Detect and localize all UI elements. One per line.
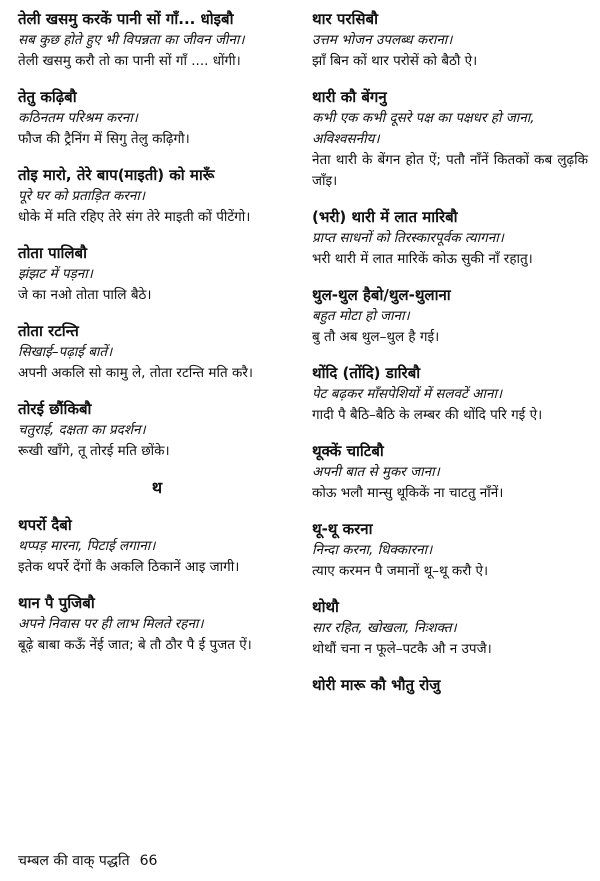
entry-example: थोथौं चना न फूले–पटकै औ न उपजै। (312, 641, 492, 657)
entry-headword: तेली खसमु करकें पानी सों गाँ... धोइबौ (18, 10, 234, 28)
entry-headword: (भरी) थारी में लात मारिबौ (312, 208, 458, 226)
entry-meaning: पेट बढ़कर माँसपेशियों में सलवटें आना। (312, 386, 503, 402)
left-column (18, 8, 296, 670)
entry-example: अपनी अकलि सो कामु ले, तोता रटन्ति मति करै। (18, 365, 253, 381)
entry-headword: थान पै पुजिबौ (18, 594, 95, 612)
entry-example: तेली खसमु करौ तो का पानी सों गाँ .... धोंगी। (18, 53, 241, 69)
entry (312, 674, 588, 696)
entry-example: झाँ बिन कों थार परोसें को बैठौ ऐ। (312, 53, 478, 69)
entry (18, 320, 296, 384)
entry-meaning: चतुराई, दक्षता का प्रदर्शन। (18, 422, 146, 438)
entry (18, 398, 296, 462)
entry (312, 284, 588, 348)
entry (312, 440, 588, 504)
entry-meaning: अपने निवास पर ही लाभ मिलते रहना। (18, 616, 204, 632)
entry-meaning: अपनी बात से मुकर जाना। (312, 464, 440, 480)
entry-meaning: प्राप्त साधनों को तिरस्कारपूर्वक त्यागना। (312, 230, 504, 246)
entry (312, 86, 588, 192)
entry-example: गादी पै बैठि–बैठि के लम्बर की थोंदि परि गई ऐ। (312, 407, 543, 423)
entry-example: इतेक थपर्रे देंगों कै अकलि ठिकानें आइ जागी। (18, 559, 240, 575)
entry-headword: तोइ मारो, तेरे बाप(माइती) को मारूँ (18, 166, 215, 184)
entry-example: भरी थारी में लात मारिकें कोऊ सुकी नाँ रहातु। (312, 251, 533, 267)
entry (18, 164, 296, 228)
entry-headword: तोता पालिबौ (18, 244, 88, 262)
entry-meaning: उत्तम भोजन उपलब्ध कराना। (312, 32, 453, 48)
entry-example: फौज की ट्रैनिंग में सिगु तेलु कढ़िगौ। (18, 131, 190, 147)
entry-headword: थार परसिबौ (312, 10, 378, 28)
entry-headword: थपर्रो दैबो (18, 516, 72, 534)
entry-meaning: झंझट में पड़ना। (18, 266, 93, 282)
entry-headword: थू-थू करना (312, 520, 373, 538)
entry-meaning: बहुत मोटा हो जाना। (312, 308, 410, 324)
book-title: चम्बल की वाक् पद्धति (18, 853, 130, 869)
entry-example: नेता थारी के बेंगन होत ऐं; पतौ नाँनें कितकों कब लुढ़कि जाँइ। (312, 152, 588, 189)
entry-example: जे का नओ तोता पालि बैठे। (18, 287, 152, 303)
entry-example: त्याए करमन पै जमानों थू–थू करौ ऐ। (312, 563, 489, 579)
entry-meaning: सब कुछ होते हुए भी विपन्नता का जीवन जीना। (18, 32, 245, 48)
entry (18, 242, 296, 306)
entry-headword: थारी कौ बेंगनु (312, 88, 387, 106)
entry-example: बूढ़े बाबा कऊँ नेंई जात; बे तौ ठौर पै ई पुजत ऐं। (18, 637, 252, 653)
entry (312, 518, 588, 582)
entry-meaning: थप्पड़ मारना, पिटाई लगाना। (18, 538, 156, 554)
entry-meaning: पूरे घर को प्रताड़ित करना। (18, 188, 146, 204)
entry-example: रूखी खाँगे, तू तोरई मति छोंके। (18, 443, 170, 459)
entry-meaning: कभी एक कभी दूसरे पक्ष का पक्षधर हो जाना, अविश्वसनीय। (312, 110, 535, 147)
entry (312, 8, 588, 72)
entry (312, 206, 588, 270)
entry-meaning: निन्दा करना, धिक्कारना। (312, 542, 433, 558)
entry-headword: थोरी मारू कौ भौतु रोजु (312, 676, 441, 694)
entry (18, 514, 296, 578)
entry-headword: तेतु कढ़िबौ (18, 88, 77, 106)
entry-headword: तोता रटन्ति (18, 322, 79, 340)
entry-example: बु तौ अब थुल–थुल है गई। (312, 329, 440, 345)
right-column (312, 8, 588, 710)
entry (312, 362, 588, 426)
entry (18, 592, 296, 656)
entry (18, 8, 296, 72)
entry-meaning: सिखाई–पढ़ाई बातें। (18, 344, 113, 360)
entry-headword: थोंदि (तोंदि) डारिबौ (312, 364, 421, 382)
page-footer (18, 851, 157, 871)
entry-headword: थोथौ (312, 598, 339, 616)
entry-headword: थुल-थुल हैबो/थुल-थुलाना (312, 286, 451, 304)
entry (18, 86, 296, 150)
entry-headword: तोरई छौंकिबौ (18, 400, 92, 418)
entry-meaning: सार रहित, खोखला, निःशक्त। (312, 620, 457, 636)
entry-headword: थूक्कें चाटिबौ (312, 442, 384, 460)
entry-example: धोके में मति रहिए तेरे संग तेरे माइती कों पीटेंगो। (18, 209, 251, 225)
section-letter: थ (151, 478, 163, 497)
entry-meaning: कठिनतम परिश्रम करना। (18, 110, 138, 126)
entry-example: कोऊ भलौ मान्सु थूकिकें ना चाटतु नाँनें। (312, 485, 504, 501)
page-number: 66 (139, 853, 158, 869)
entry (312, 596, 588, 660)
